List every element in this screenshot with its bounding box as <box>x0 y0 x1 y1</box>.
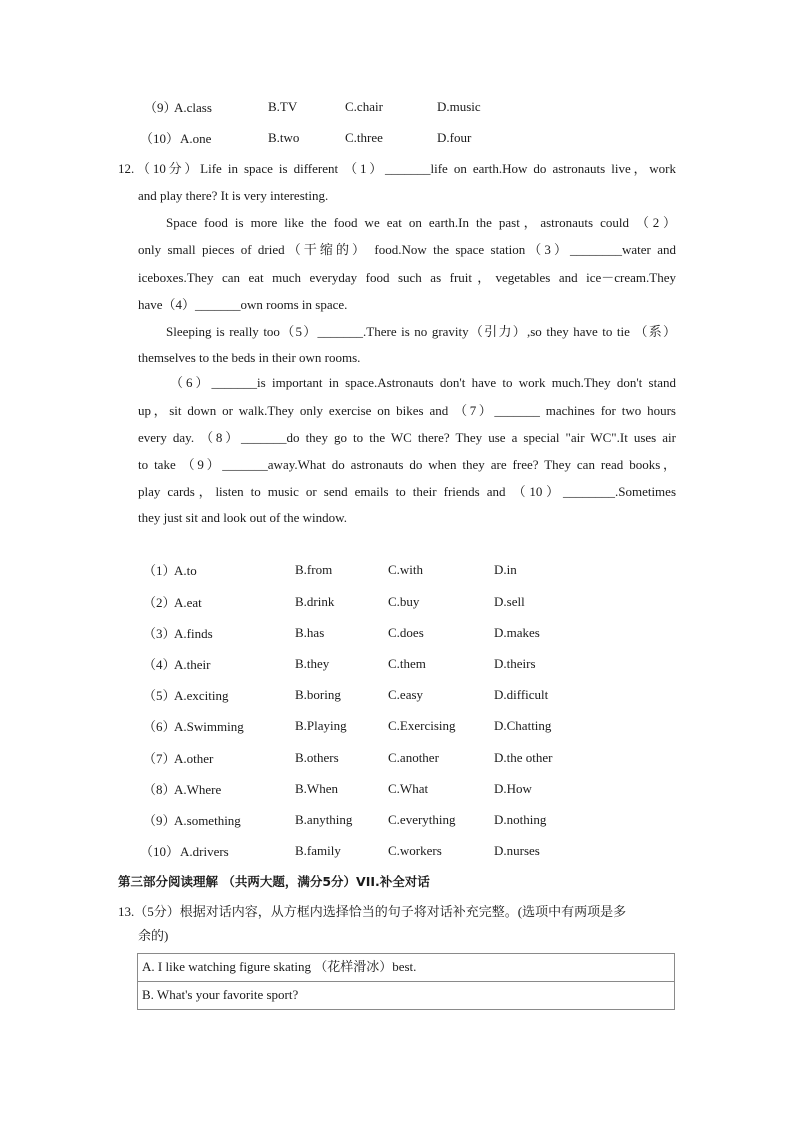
option-number: （1） <box>143 563 176 578</box>
option-b: B.two <box>268 130 300 145</box>
option-c: C.with <box>388 562 424 577</box>
passage-line: themselves to the beds in their own rooms. <box>138 350 361 365</box>
option-a: A.one <box>180 131 212 146</box>
option-c: C.another <box>388 750 439 765</box>
option-b: B.boring <box>295 687 341 702</box>
option-d: D.the other <box>494 750 553 765</box>
option-b: B.TV <box>268 99 298 114</box>
option-d: D.makes <box>494 625 540 640</box>
question-13-instruction-cont: 余的) <box>138 928 169 943</box>
option-d: D.sell <box>494 594 525 609</box>
option-number: （6） <box>143 719 176 734</box>
option-c: C.What <box>388 781 429 796</box>
option-b: B.Playing <box>295 718 347 733</box>
box-option-a: A. I like watching figure skating （花样滑冰）best. <box>142 959 417 974</box>
option-c: C.buy <box>388 594 420 609</box>
option-number: （5） <box>143 688 176 703</box>
option-number: （7） <box>143 751 176 766</box>
passage-line: up，sit down or walk.They only exercise on bikes and （7）_______ machines for two hours <box>138 403 676 418</box>
passage-line: 12.（10分）Life in space is different （1）_______life on earth.How do astronauts live，work <box>118 161 676 176</box>
option-d: D.How <box>494 781 532 796</box>
option-b: B.family <box>295 843 341 858</box>
option-d: D.difficult <box>494 687 549 702</box>
option-number: （2） <box>143 595 176 610</box>
option-d: D.four <box>437 130 472 145</box>
option-c: C.workers <box>388 843 442 858</box>
option-b: B.When <box>295 781 338 796</box>
passage-line: Sleeping is really too（5）_______.There is no gravity（引力）,so they have to tie （系） <box>166 324 676 339</box>
option-a: A.drivers <box>180 844 229 859</box>
passage-line: and play there? It is very interesting. <box>138 188 329 203</box>
option-a: A.Swimming <box>174 719 244 734</box>
option-number: （8） <box>143 782 176 797</box>
option-a: A.exciting <box>174 688 229 703</box>
option-c: C.easy <box>388 687 424 702</box>
option-d: D.music <box>437 99 481 114</box>
section-heading: 第三部分阅读理解 （共两大题，满分5分）VII.补全对话 <box>118 874 430 889</box>
option-a: A.to <box>174 563 197 578</box>
passage-line: （6）_______is important in space.Astronauts don't have to work much.They don't stand <box>170 375 676 390</box>
box-option-b: B. What's your favorite sport? <box>142 987 299 1002</box>
option-c: C.does <box>388 625 424 640</box>
box-divider <box>138 981 674 982</box>
option-a: A.Where <box>174 782 222 797</box>
passage-line: only small pieces of dried（干缩的） food.Now the space station（3）________water and <box>138 242 676 257</box>
passage-line: have（4）_______own rooms in space. <box>138 297 348 312</box>
passage-line: play cards，listen to music or send emails to their friends and （10）________.Sometimes <box>138 484 676 499</box>
option-number: （10） <box>140 844 180 859</box>
answer-options-box <box>137 953 675 1010</box>
option-a: A.class <box>174 100 212 115</box>
option-d: D.in <box>494 562 517 577</box>
option-b: B.drink <box>295 594 335 609</box>
option-c: C.everything <box>388 812 456 827</box>
option-a: A.other <box>174 751 214 766</box>
question-13-instruction: 13.（5分）根据对话内容，从方框内选择恰当的句子将对话补充完整。(选项中有两项是多 <box>118 904 627 919</box>
option-c: C.them <box>388 656 426 671</box>
option-a: A.eat <box>174 595 202 610</box>
option-number: （9） <box>143 813 176 828</box>
option-number: （10） <box>140 131 180 146</box>
option-d: D.theirs <box>494 656 536 671</box>
passage-line: every day. （8）_______do they go to the WC there? They use a special "air WC".It uses air <box>138 430 676 445</box>
option-b: B.has <box>295 625 325 640</box>
option-c: C.three <box>345 130 383 145</box>
option-number: （4） <box>143 657 176 672</box>
option-c: C.chair <box>345 99 383 114</box>
option-b: B.anything <box>295 812 353 827</box>
option-d: D.nothing <box>494 812 547 827</box>
option-number: （9） <box>144 100 177 115</box>
passage-line: they just sit and look out of the window. <box>138 510 347 525</box>
option-a: A.their <box>174 657 211 672</box>
option-b: B.from <box>295 562 333 577</box>
passage-line: to take （9）_______away.What do astronauts do when they are free? They can read books， <box>138 457 676 472</box>
option-a: A.something <box>174 813 241 828</box>
option-c: C.Exercising <box>388 718 456 733</box>
option-a: A.finds <box>174 626 213 641</box>
option-d: D.Chatting <box>494 718 552 733</box>
option-b: B.they <box>295 656 330 671</box>
option-b: B.others <box>295 750 339 765</box>
passage-line: iceboxes.They can eat much everyday food such as fruit，vegetables and ice－cream.They <box>138 270 676 285</box>
option-number: （3） <box>143 626 176 641</box>
option-d: D.nurses <box>494 843 540 858</box>
passage-line: Space food is more like the food we eat on earth.In the past，astronauts could （2） <box>166 215 676 230</box>
